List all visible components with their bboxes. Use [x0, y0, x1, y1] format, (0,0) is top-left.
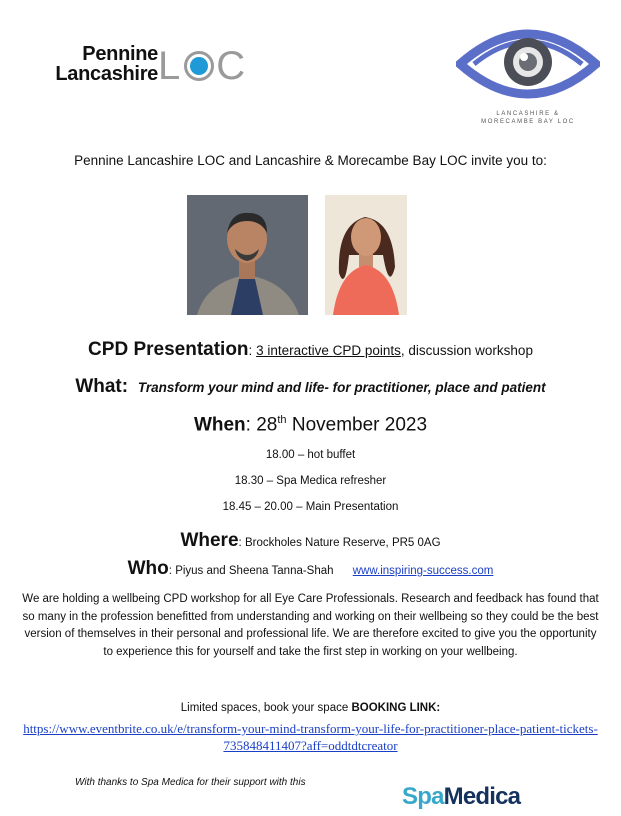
logo-lmb-line1: LANCASHIRE & [496, 111, 560, 117]
when-colon: : [245, 414, 251, 436]
booking-link[interactable]: https://www.eventbrite.co.uk/e/transform-your-mind-transform-your-life-for-practitioner-place-patient-tickets-735848411407?aff=oddtdtcreator [23, 721, 598, 753]
logo-lmb-line2: MORECAMBE BAY LOC [481, 119, 575, 125]
where-text: Brockholes Nature Reserve, PR5 0AG [244, 537, 441, 549]
cpd-label: CPD Presentation [88, 339, 249, 360]
description-paragraph: We are holding a wellbeing CPD workshop for all Eye Care Professionals. Research and feedback has found that so many in the profession benefitted from understanding and working on their wellbeing so they could be the best version of themselves in their personal and professional life. We are therefore excited to give you the opportunity to experience this for yourself and take the first step in working on your wellbeing. [22, 593, 599, 658]
spa-medica-logo-medica: Medica [443, 783, 521, 810]
where-colon: : [238, 537, 242, 549]
intro-text: Pennine Lancashire LOC and Lancashire & Morecambe Bay LOC invite you to: [74, 153, 547, 168]
when-day: 28 [250, 414, 278, 436]
who-colon: : [168, 565, 172, 577]
when-line [0, 414, 621, 436]
what-label: What [75, 376, 122, 397]
speaker-photo-piyus [187, 195, 308, 315]
what-text: Transform your mind and life- for practitioner, place and patient [137, 380, 546, 395]
schedule-item: 18.45 – 20.00 – Main Presentation [222, 501, 399, 513]
booking-lead: Limited spaces, book your space [180, 702, 352, 714]
when-rest: November 2023 [286, 414, 428, 436]
logo-lancashire-text: Lancashire [55, 63, 158, 85]
cpd-colon: : [248, 343, 253, 358]
who-label: Who [127, 558, 169, 579]
cpd-points: 3 interactive CPD points [256, 343, 401, 358]
logo-loc-c: C [216, 44, 248, 88]
schedule-item: 18.30 – Spa Medica refresher [234, 475, 387, 487]
logo-loc-l: L [158, 44, 183, 88]
logo-pennine-text: Pennine [82, 43, 158, 65]
schedule-item: 18.00 – hot buffet [265, 449, 356, 461]
who-text: Piyus and Sheena Tanna-Shah [175, 565, 334, 577]
cpd-rest: , discussion workshop [400, 343, 533, 358]
lancashire-morecambe-bay-loc-logo [456, 20, 600, 124]
thanks-text: With thanks to Spa Medica for their support with this [75, 777, 306, 788]
what-colon: : [121, 376, 129, 397]
when-suffix: th [277, 414, 287, 426]
speaker-photo-sheena [325, 195, 407, 315]
inspiring-success-link[interactable]: www.inspiring-success.com [352, 565, 494, 577]
when-label: When [193, 414, 246, 436]
booking-line [0, 702, 621, 714]
what-line [0, 376, 621, 398]
where-label: Where [180, 530, 239, 551]
pennine-lancashire-loc-logo [40, 44, 270, 86]
eye-icon [184, 51, 214, 81]
cpd-line [0, 339, 621, 361]
where-line [0, 530, 621, 552]
who-line [0, 558, 621, 580]
booking-label: BOOKING LINK: [351, 702, 441, 714]
spa-medica-logo [402, 783, 520, 811]
eye-logo-icon [456, 20, 600, 108]
spa-medica-logo-spa: Spa [402, 783, 444, 810]
